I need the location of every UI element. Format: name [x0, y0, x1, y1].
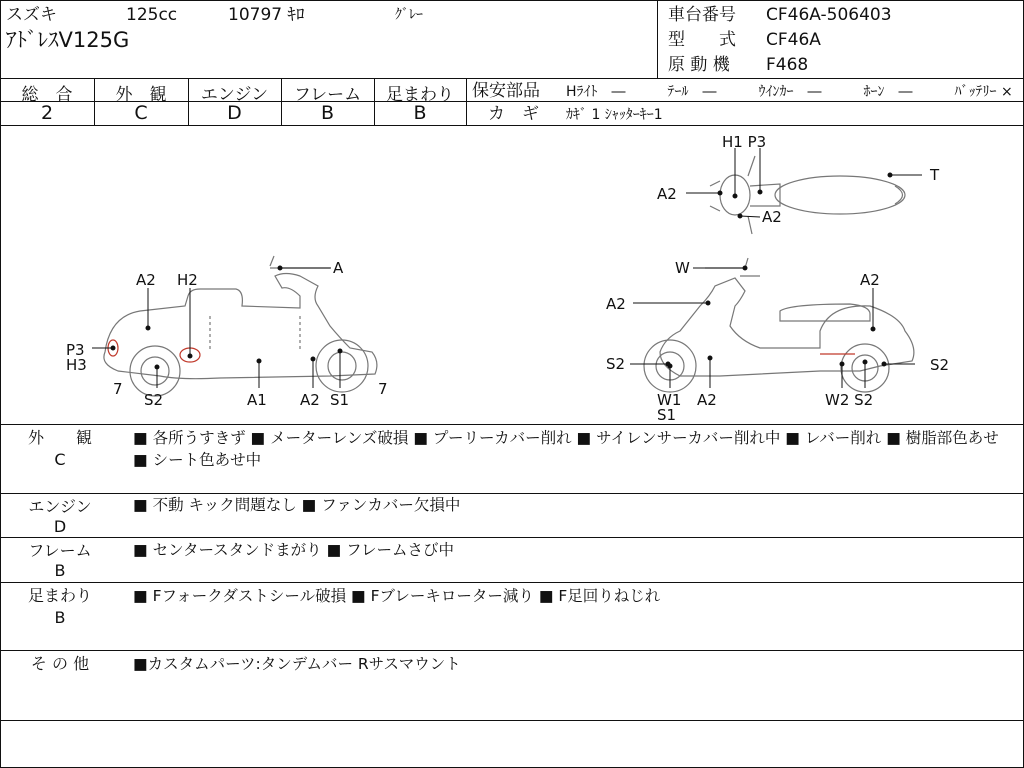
section-notes-suspension: ■ Fフォークダストシール破損 ■ Fブレーキローター減り ■ F足回りねじれ — [133, 587, 661, 605]
label-right-a2-bottom: A2 — [697, 391, 717, 409]
section-notes-engine: ■ 不動 キック問題なし ■ ファンカバー欠損中 — [133, 496, 461, 514]
section-grade-engine: D — [53, 517, 67, 536]
section-label-exterior: 外 観 — [27, 428, 92, 447]
grade-value-engine: D — [227, 102, 242, 124]
label-left-a2: A2 — [136, 271, 156, 289]
notes-line-3 — [0, 582, 1024, 583]
section-notes-frame: ■ センタースタンドまがり ■ フレームさび中 — [133, 541, 455, 559]
safety-label: 保安部品 — [472, 81, 540, 101]
notes-line-2 — [0, 537, 1024, 538]
frame-no: CF46A-506403 — [766, 5, 892, 25]
grade-top-line — [0, 78, 1024, 79]
notes-top-line — [0, 424, 1024, 425]
maker: スズキ — [6, 5, 57, 25]
displacement: 125cc — [126, 5, 178, 25]
engine-value: F468 — [766, 55, 809, 75]
label-left-p3: P3 — [66, 341, 85, 359]
grade-header-engine: エンジン — [200, 85, 269, 105]
label-top-h1p3: H1 P3 — [722, 133, 767, 151]
mileage: 10797 ｷﾛ — [228, 5, 305, 25]
type-value: CF46A — [766, 30, 821, 50]
key-label: カ ギ — [488, 104, 539, 124]
label-left-a: A — [333, 259, 344, 277]
type-label: 型 式 — [668, 30, 736, 50]
section-notes-exterior: ■ 各所うすきず ■ メーターレンズ破損 ■ プーリーカバー削れ ■ サイレンサーカバー削れ中 ■ レバー削れ ■ 樹脂部色あせ ■ シート色あせ中 — [133, 429, 999, 469]
section-notes-other: ■カスタムパーツ:タンデムバー Rサスマウント — [133, 655, 461, 673]
section-grade-suspension: B — [54, 608, 66, 627]
label-left-7a: 7 — [113, 380, 123, 398]
key-value: ｶｷﾞ 1 ｼｬｯﾀｰｷｰ1 — [566, 107, 663, 123]
label-left-7b: 7 — [378, 380, 388, 398]
label-right-s2-left: S2 — [606, 355, 626, 373]
notes-bottom-line — [0, 720, 1024, 721]
label-left-s1: S1 — [330, 391, 350, 409]
top-view-scooter — [710, 156, 905, 234]
model-name: ｱﾄﾞﾚｽV125G — [6, 28, 130, 52]
damage-diagram — [0, 126, 1024, 424]
grade-value-frame: B — [320, 102, 335, 124]
grade-value-exterior: C — [134, 102, 148, 124]
label-top-a2-bottom: A2 — [762, 208, 782, 226]
grade-header-exterior: 外 観 — [115, 85, 167, 105]
label-right-w: W — [675, 259, 690, 277]
notes-line-4 — [0, 650, 1024, 651]
frame-no-label: 車台番号 — [668, 5, 736, 25]
color: ｸﾞﾚｰ — [395, 7, 423, 23]
grade-header-suspension: 足まわり — [386, 85, 454, 105]
label-left-h2: H2 — [177, 271, 198, 289]
grade-header-total: 総 合 — [21, 85, 73, 105]
section-grade-frame: B — [54, 561, 66, 580]
safety-items: Hﾗｲﾄ ― ﾃｰﾙ ― ｳｲﾝｶｰ ― ﾎｰﾝ ― ﾊﾞｯﾃﾘｰ × — [566, 84, 1013, 100]
grade-value-total: 2 — [40, 102, 54, 124]
label-left-a2b: A2 — [300, 391, 320, 409]
label-right-a2-left: A2 — [606, 295, 626, 313]
label-left-a1: A1 — [247, 391, 267, 409]
label-top-t: T — [930, 166, 940, 184]
section-label-frame: フレーム — [28, 541, 92, 560]
label-right-w1: W1 — [657, 391, 682, 409]
label-right-a2-top: A2 — [860, 271, 880, 289]
section-label-engine: エンジン — [28, 497, 92, 516]
engine-label: 原 動 機 — [668, 55, 730, 75]
label-right-w2s2: W2 S2 — [825, 391, 874, 409]
label-left-s2: S2 — [144, 391, 164, 409]
grade-header-frame: フレーム — [293, 85, 362, 105]
section-label-other: そ の 他 — [30, 654, 90, 673]
grade-divider-5 — [466, 78, 467, 125]
label-left-h3: H3 — [66, 356, 87, 374]
label-top-a2-left: A2 — [657, 185, 677, 203]
label-right-s1: S1 — [657, 406, 677, 424]
header-divider — [657, 0, 658, 78]
section-grade-exterior: C — [54, 450, 66, 469]
grade-value-suspension: B — [413, 102, 427, 124]
label-right-s2-right: S2 — [930, 356, 950, 374]
section-label-suspension: 足まわり — [27, 586, 92, 605]
